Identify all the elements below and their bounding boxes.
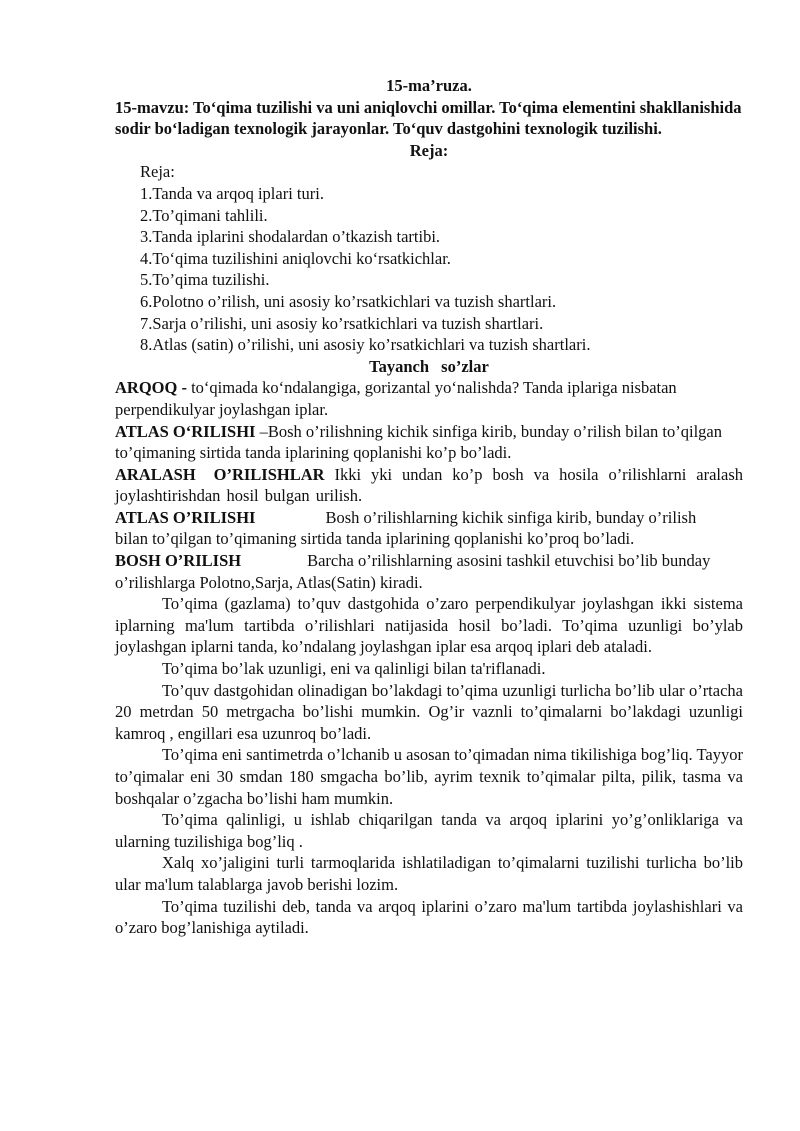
keyword-term: BOSH O’RILISH (115, 551, 242, 571)
plan-item: 3.Tanda iplarini shodalardan o’tkazish tartibi. (140, 227, 441, 247)
keyword-term: ATLAS O‘RILISHI (115, 421, 256, 441)
keyword-term: ARALASH O’RILISHLAR (115, 464, 325, 484)
plan-item: 1.Tanda va arqoq iplari turi. (140, 183, 324, 203)
keyword-term: ATLAS O’RILISHI (115, 507, 256, 527)
keyword-definition: Ikki yki undan ko’p bosh va hosila o’rilishlarni aralash joylashtirishdan hosil bulgan urilish. (115, 464, 743, 506)
topic-heading: 15-mavzu: To‘qima tuzilishi va uni aniqlovchi omillar. To‘qima elementini shakllanishida sodir bo‘ladigan texnologik jarayonlar. To‘quv dastgohini texnologik tuzilishi. (115, 97, 742, 139)
paragraph: To’qima eni santimetrda o’lchanib u asosan to’qimadan nima tikilishiga bog’liq. Tayyor to’qimalar eni 30 smdan 180 smgacha bo’lib, ayrim texnik to’qimalar pilta, pilik, tasma va boshqalar o’zgacha bo’lishi ham mumkin. (115, 745, 743, 808)
keyword-definition: to‘qimada ko‘ndalangiga, gorizantal yo‘nalishda? Tanda iplariga nisbatan perpendikulyar joylashgan iplar. (115, 378, 677, 419)
keywords-list (115, 377, 743, 593)
plan-heading: Reja: (409, 140, 449, 160)
keyword-entry (115, 507, 743, 529)
plan-item: 8.Atlas (satin) o’rilishi, uni asosiy ko’rsatkichlari va tuzish shartlari. (140, 335, 591, 355)
plan-item: 6.Polotno o’rilish, uni asosiy ko’rsatkichlari va tuzish shartlari. (140, 291, 557, 311)
plan-item: 7.Sarja o’rilishi, uni asosiy ko’rsatkichlari va tuzish shartlari. (140, 313, 544, 333)
paragraph: To’quv dastgohidan olinadigan bo’lakdagi to’qima uzunligi turlicha bo’lib ular o’rtacha 20 metrdan 50 metrgacha bo’lishi mumkin. Og’ir vaznli to’qimalarni bo’lakdagi uzunligi kamroq , engillari esa uzunroq bo’ladi. (115, 680, 743, 743)
keyword-term: ARQOQ - (115, 378, 187, 398)
paragraph: To’qima bo’lak uzunligi, eni va qalinligi bilan ta'riflanadi. (162, 659, 546, 679)
keyword-entry (115, 421, 743, 464)
keyword-definition: –Bosh o’rilishning kichik sinfiga kirib, bunday o’rilish bilan to’qilgan to’qimaning sirtida tanda iplarining qoplanishi ko’p bo’ladi. (115, 421, 722, 463)
paragraph: To’qima tuzilishi deb, tanda va arqoq iplarini o’zaro ma'lum tartibda joylashishlari va o’zaro bog’lanishiga aytiladi. (115, 896, 743, 938)
plan-list (115, 161, 743, 355)
keyword-definition: Bosh o’rilishlarning kichik sinfiga kirib, bunday o’rilish (325, 507, 697, 527)
keyword-entry-continued: bilan to’qilgan to’qimaning sirtida tanda iplarining qoplanishi ko’proq bo’ladi. (115, 529, 635, 549)
paragraph: To’qima (gazlama) to’quv dastgohida o’zaro perpendikulyar joylashgan ikki sistema iplarning ma'lum tartibda o’rilishlari natijasida hosil bo’ladi. To’qima uzunligi bo’ylab joylashgan iplarni tanda, ko’ndalang joylashgan iplar esa arqoq iplari deb ataladi. (115, 594, 743, 657)
keyword-entry-continued: o’rilishlarga Polotno,Sarja, Atlas(Satin) kiradi. (115, 572, 423, 592)
plan-label: Reja: (140, 162, 175, 182)
plan-item: 5.To’qima tuzilishi. (140, 270, 270, 290)
body-text (115, 593, 743, 939)
paragraph: Xalq xo’jaligini turli tarmoqlarida ishlatiladigan to’qimalarni tuzilishi turlicha bo’lib ular ma'lum talablarga javob berishi lozim. (115, 853, 743, 894)
plan-item: 4.To‘qima tuzilishini aniqlovchi ko‘rsatkichlar. (140, 248, 451, 268)
keyword-definition: Barcha o’rilishlarning asosini tashkil etuvchisi bo’lib bunday (307, 551, 711, 571)
keyword-entry (115, 464, 743, 507)
document-body (115, 75, 743, 939)
keyword-entry (115, 377, 743, 420)
plan-item: 2.To’qimani tahlili. (140, 205, 268, 225)
lecture-title: 15-ma’ruza. (386, 76, 472, 95)
paragraph: To’qima qalinligi, u ishlab chiqarilgan tanda va arqoq iplarini yo’g’onliklariga va ularning tuzilishiga bog’liq . (115, 810, 743, 851)
keyword-entry (115, 550, 743, 572)
keywords-heading: Tayanch so’zlar (369, 356, 489, 376)
